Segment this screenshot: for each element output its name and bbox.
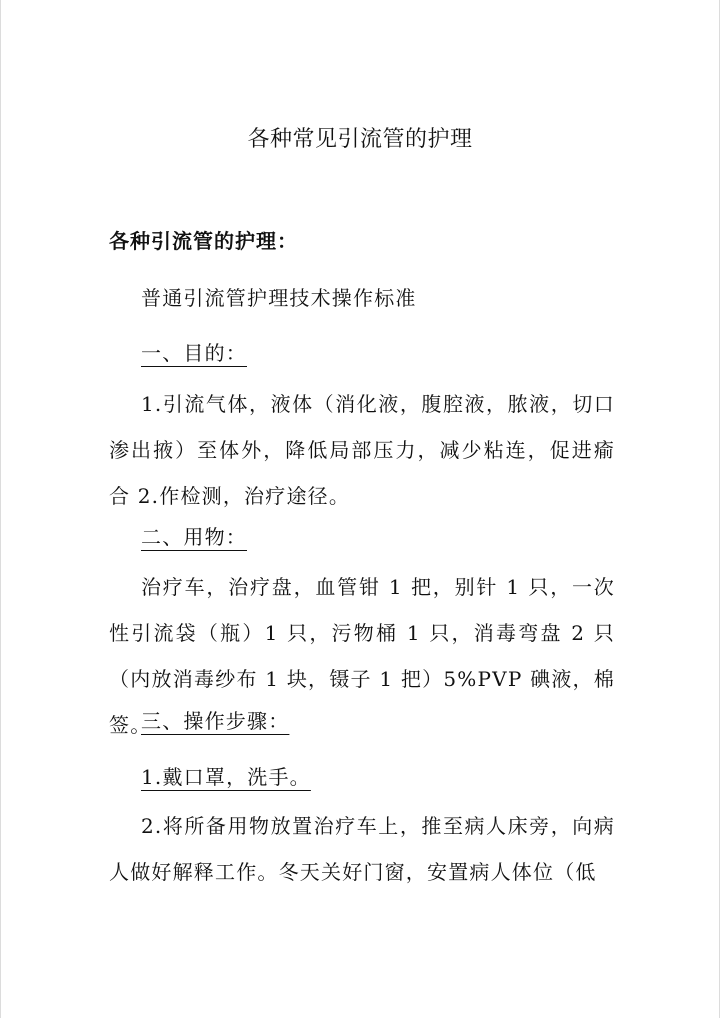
steps-heading: 三、操作步骤： — [141, 709, 290, 733]
document-title: 各种常见引流管的护理 — [247, 127, 473, 152]
supplies-heading: 二、用物： — [141, 525, 247, 549]
purpose-paragraph: 1.引流气体，液体（消化液，腹腔液，脓液，切口渗出掖）至体外，降低局部压力，减少粘连，促进瘉合 2.作检测，治疗途径。 — [109, 392, 615, 508]
section-heading: 各种引流管的护理： — [109, 229, 298, 253]
purpose-heading: 一、目的： — [141, 341, 247, 365]
step-1: 1.戴口罩，洗手。 — [141, 765, 311, 789]
supplies-paragraph: 治疗车，治疗盘，血管钳 1 把，别针 1 只，一次性引流袋（瓶）1 只，污物桶 1 只，消毒弯盘 2 只（内放消毒纱布 1 块，镊子 1 把）5%PVP 碘液，棉签。 — [109, 575, 615, 737]
procedure-subtitle: 普通引流管护理技术操作标准 — [141, 286, 417, 310]
step-2-paragraph: 2.将所备用物放置治疗车上，推至病人床旁，向病人做好解释工作。冬天关好门窗，安置病人体位（低 — [109, 814, 615, 884]
